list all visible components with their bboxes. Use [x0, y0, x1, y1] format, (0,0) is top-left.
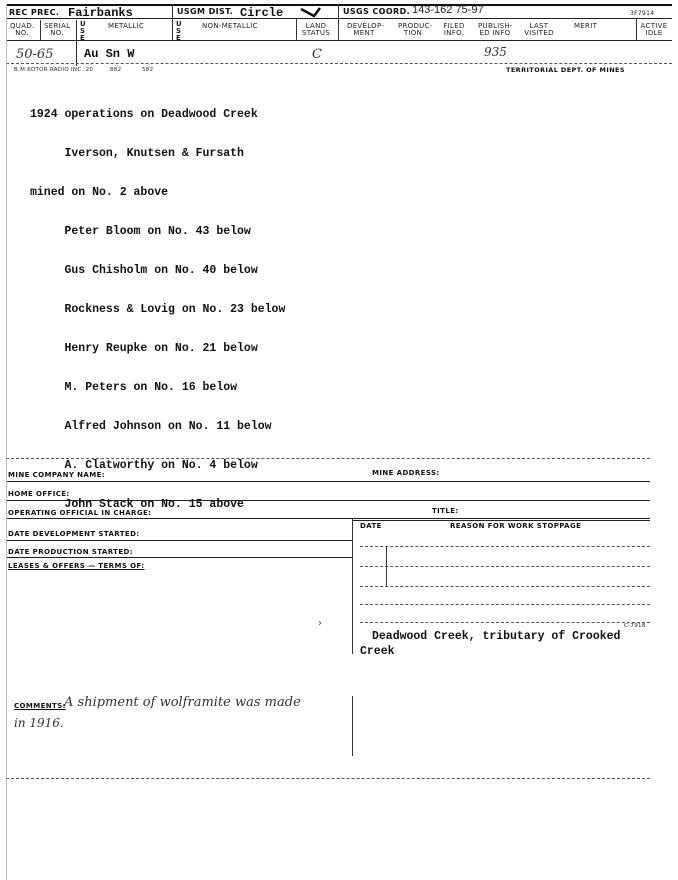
reason-stoppage-label: REASON FOR WORK STOPPAGE [450, 522, 582, 530]
operation-line: A. Clatworthy on No. 4 below [30, 459, 258, 472]
col-metallic: METALLIC [108, 22, 145, 30]
stoppage-row [360, 546, 650, 547]
location-text-2: Creek [360, 645, 395, 658]
operation-line: Rockness & Lovig on No. 23 below [30, 303, 286, 316]
header-divider [172, 4, 173, 18]
operation-line: 1924 operations on Deadwood Creek [30, 108, 258, 121]
date-production-label: DATE PRODUCTION STARTED: [8, 548, 133, 556]
mine-address-label: MINE ADDRESS: [372, 469, 440, 477]
header-rule [6, 18, 672, 19]
col-filed-info: FILED INFO. [443, 22, 465, 37]
col-production: PRODUC- TION [398, 22, 433, 37]
usgs-dist-label: USGM DIST. [177, 7, 234, 16]
comments-line-1: A shipment of wolframite was made [64, 695, 301, 710]
col-use-left: U S E [80, 20, 86, 42]
operation-line: mined on No. 2 above [30, 186, 169, 199]
stoppage-row [360, 622, 650, 623]
comments-divider [352, 696, 353, 756]
usgs-coord-value: 143-162 75-97 [412, 4, 484, 16]
location-text: Deadwood Creek, tributary of Crooked [372, 630, 621, 643]
operation-line: John Stack on No. 15 above [30, 498, 244, 511]
operation-line: Gus Chisholm on No. 40 below [30, 264, 258, 277]
col-serial-no: SERIAL NO. [44, 22, 71, 37]
rule [6, 500, 650, 501]
col-divider [40, 20, 41, 40]
operating-official-label: OPERATING OFFICIAL IN CHARGE: [8, 509, 152, 517]
comments-line-2: in 1916. [14, 716, 64, 730]
rule [6, 540, 352, 541]
rec-prec-value: Fairbanks [68, 6, 133, 20]
form-top-rule [6, 458, 650, 459]
operation-line: Henry Reupke on No. 21 below [30, 342, 258, 355]
printer-credit: B.M.KOTOR RADIO INC. 20 [14, 67, 94, 73]
col-use-right: U S E [176, 20, 182, 42]
stoppage-row [360, 586, 650, 587]
rule [6, 481, 650, 482]
department-name: TERRITORIAL DEPT. OF MINES [506, 66, 625, 74]
bottom-rule [6, 778, 650, 779]
tick-mark: › [318, 618, 322, 629]
rule [6, 518, 650, 519]
col-published-info: PUBLISH- ED INFO [478, 22, 513, 37]
col-land-status: LAND STATUS [302, 22, 331, 37]
code-a: 882 [110, 67, 122, 73]
col-development: DEVELOP- MENT [347, 22, 385, 37]
rule [6, 557, 352, 558]
rule [352, 520, 650, 521]
row-rule [6, 63, 672, 64]
land-status-value: C [312, 47, 322, 62]
col-divider [296, 18, 297, 40]
col-active-idle: ACTIVE IDLE [640, 22, 668, 37]
stoppage-box-divider [352, 518, 353, 654]
col-merit: MERIT [574, 22, 598, 30]
col-quad-no: QUAD. NO. [10, 22, 35, 37]
operation-line: Peter Bloom on No. 43 below [30, 225, 251, 238]
comments-label: COMMENTS: [14, 702, 66, 710]
col-divider [76, 20, 77, 66]
usgs-coord-label: USGS COORD. [343, 7, 411, 16]
col-divider [172, 18, 173, 40]
col-last-visited: LAST VISITED [524, 22, 554, 37]
operation-line: M. Peters on No. 16 below [30, 381, 238, 394]
date-col-label: DATE [360, 522, 382, 530]
metallic-value: Au Sn W [84, 47, 135, 61]
operation-line: Iverson, Knutsen & Fursath [30, 147, 244, 160]
header-divider-2 [338, 4, 339, 18]
stoppage-row [360, 604, 650, 605]
rec-prec-label: REC PREC. [9, 8, 60, 17]
left-margin-line [6, 4, 7, 880]
quad-serial-value: 50-65 [16, 47, 54, 62]
stoppage-row [360, 566, 650, 567]
usgs-dist-value: Circle [240, 6, 284, 20]
mine-company-name-label: MINE COMPANY NAME: [8, 471, 105, 479]
home-office-label: HOME OFFICE: [8, 490, 70, 498]
col-non-metallic: NON-METALLIC [202, 22, 258, 30]
leases-offers-label: LEASES & OFFERS — TERMS OF: [8, 562, 145, 570]
title-label: TITLE: [432, 507, 459, 515]
code-b: 582 [142, 67, 154, 73]
col-divider [636, 18, 637, 40]
col-divider [338, 18, 339, 40]
operation-line: Alfred Johnson on No. 11 below [30, 420, 272, 433]
small-code: C-7918 [624, 623, 646, 629]
column-head-rule [6, 40, 672, 41]
published-value: 935 [484, 45, 507, 59]
corner-number: 3F7914 [630, 10, 655, 17]
date-development-label: DATE DEVELOPMENT STARTED: [8, 530, 140, 538]
arrow-mark-icon [300, 3, 322, 15]
